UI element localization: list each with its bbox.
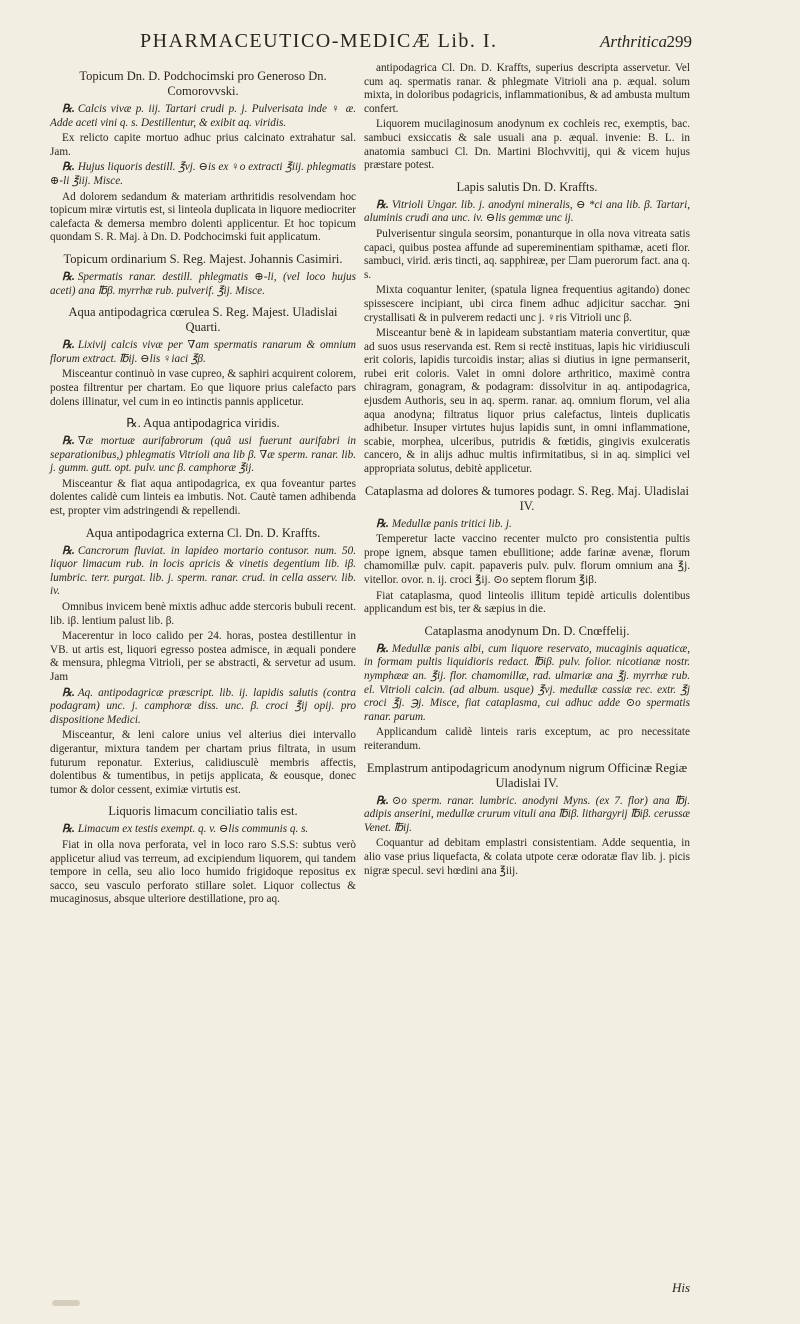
body-paragraph: Misceantur benè & in lapideam substantiam materia convertitur, quæ ad suos usus reservanda est. Rem si rectè instituas, lapis hic viridiusculi erit coloris, lapidis turcoidis instar; alias si diutius in igne permanserit, rubei erit coloris. Valet in omni dolore arthritico, maximè contra chiragram, gonagram, & podagram: dissolvitur in aq. antipodagrica, ejusdem Authoris, seu in aq. sperm. ranar. aq. omnium florum, vel alia aqua anodyna; filtratus liquor prius calefactus, linteis duplicatis adhibetur. Insuper virtutes hujus lapidis sunt, in omni inflammatione, scabie, morphea, ulceribus, putridis & fœtidis, gingivis exulceratis cancero, & in alijs adhuc multis infirmitatibus, si in aq. simplici vel appropriata solutus, debitè applicetur. (364, 327, 690, 476)
recipe-entry (364, 643, 690, 725)
section-heading: Topicum Dn. D. Podchocimski pro Generoso Dn. Comorovvski. (79, 69, 327, 98)
recipe-symbol: ℞. (62, 339, 75, 352)
body-paragraph: antipodagrica Cl. Dn. D. Kraffts, superius descripta asservetur. Vel cum aq. spermatis ranar. & phlegmate Vitrioli ana p. æqual. solum mixta, in doloribus podagricis, inflammationibus, & ad ambusta multum confert. (364, 62, 690, 115)
body-paragraph: Fiat cataplasma, quod linteolis illitum tepidè articulis dolentibus applicandum est bis, ter & sæpius in die. (364, 589, 690, 616)
recipe-text: Spermatis ranar. destill. phlegmatis ⊕-li, (vel loco hujus aceti) ana ℔β. myrrhæ rub. pulverif. ℥ij. Misce. (50, 270, 356, 297)
recipe-entry (364, 795, 690, 836)
recipe-symbol: ℞. (62, 686, 75, 699)
recipe-text: Calcis vivæ p. iij. Tartari crudi p. j. Pulverisata inde ♀ æ. Adde aceti vini q. s. Destillentur, & exibit aq. viridis. (50, 103, 356, 129)
recipe-text: ⊙o sperm. ranar. lumbric. anodyni Myns. (ex 7. flor) ana ℔j. adipis anserini, medullæ crurum vituli ana ℔iβ. lithargyrij ℔iβ. cerussæ Venet. ℔ij. (364, 794, 690, 834)
section-heading: Aqua antipodagrica cœrulea S. Reg. Majest. Uladislai Quarti. (68, 305, 338, 335)
recipe-text: Lixivij calcis vivæ per ∇am spermatis ranarum & omnium florum extract. ℔ij. ⊖lis ♀iaci ℥β. (50, 339, 356, 365)
body-paragraph: Misceantur, & leni calore unius vel alterius diei intervallo digerantur, mixtura tandem per chartam prius filtrata, in usum futurum reponatur. Exterius, calidiusculè membris affectis, dolentibus & tumentibus, in petijs applicata, & eousque, donec tumor & dolor cessent, eximiæ virtutis est. (50, 729, 356, 796)
recipe-entry (50, 823, 356, 837)
recipe-symbol: ℞. (376, 642, 389, 655)
recipe-text: Medullæ panis tritici lib. j. (391, 517, 512, 530)
body-paragraph: Pulverisentur singula seorsim, ponanturque in olla nova vitreata satis capaci, quibus postea affunde ad supereminentiam spithamæ, aceti flor. sambuci, virid. æris tincti, aq. sapphireæ, per ☐am puerorum fact. ana q. s. (364, 227, 690, 281)
recipe-entry (50, 271, 356, 298)
recipe-symbol: ℞. (62, 161, 75, 174)
section-heading: Cataplasma ad dolores & tumores podagr. S. Reg. Maj. Uladislai IV. (365, 483, 689, 513)
recipe-entry (50, 545, 356, 599)
recipe-entry (364, 518, 690, 532)
section-heading: ℞. Aqua antipodagrica viridis. (126, 416, 280, 431)
page-number: 299 (666, 32, 692, 51)
recipe-entry (50, 103, 356, 130)
recipe-symbol: ℞. (62, 544, 75, 557)
recipe-text: Aq. antipodagricæ præscript. lib. ij. lapidis salutis (contra podagram) unc. j. camphoræ diss. unc. β. croci ℥ij opij. pro dispositione Medici. (50, 686, 356, 726)
right-column (364, 62, 690, 880)
section-heading: Liquoris limacum conciliatio talis est. (108, 804, 298, 819)
recipe-text: Limacum ex testis exempt. q. v. ⊖lis communis q. s. (77, 823, 309, 836)
recipe-entry (50, 435, 356, 476)
body-paragraph: Macerentur in loco calido per 24. horas, postea destillentur in VB. ut artis est, liquori egresso postea admisce, in æquali pondere & mensura, phlegma Vitrioli, per se abstracti, & servetur ad usum. Jam (50, 630, 356, 683)
left-column (50, 62, 356, 909)
recipe-symbol: ℞. (62, 103, 75, 115)
recipe-text: ∇æ mortuæ aurifabrorum (quâ usi fuerunt aurifabri in separationibus,) phlegmatis Vitrioli ana lib β. ∇æ sperm. ranar. lib. j. gumm. gutt. opt. pulv. unc β. camphoræ ℥ij. (50, 435, 356, 475)
recipe-text: Medullæ panis albi, cum liquore reservato, mucaginis aquaticæ, in formam pultis liquidioris redact. ℔iβ. pulv. folior. nicotianæ nostr. nymphææ an. ℥ij. flor. chamomillæ, rad. ulmariæ ana ℥j. myrrhæ rub. el. Vitrioli calcin. (ad album. usque) ℥vj. medullæ cassiæ rec. extr. ℥j croci ℥j. ℈j. Misce, fiat cataplasma, cui adhuc adde ⊙o spermatis ranar. parum. (364, 642, 690, 723)
body-paragraph: Temperetur lacte vaccino recenter mulcto pro consistentia pultis prope ignem, absque tamen ebullitione; adde farinæ avenæ, florum chamomillæ pulv. capit. papaveris pulv. pulv. florum omnium ana ℥j. vitellor. ovor. n. ij. croci ℥ij. ⊙o septem florum ℥iβ. (364, 533, 690, 586)
recipe-symbol: ℞. (376, 517, 389, 530)
recipe-symbol: ℞. (62, 270, 75, 283)
running-head (130, 30, 692, 56)
paper-stain (52, 1300, 80, 1306)
body-paragraph: Applicandum calidè linteis raris exceptum, ac pro necessitate reiterandum. (364, 726, 690, 752)
body-paragraph: Misceantur & fiat aqua antipodagrica, ex qua foveantur partes dolentes calidè cum linteis ea imbutis. Not. Cautè tamen adhibenda est, propter vim adstringendi & repellendi. (50, 477, 356, 518)
section-heading: Aqua antipodagrica externa Cl. Dn. D. Kraffts. (85, 525, 321, 540)
recipe-symbol: ℞. (376, 794, 389, 807)
recipe-symbol: ℞. (62, 823, 75, 836)
recipe-entry (50, 687, 356, 728)
catchword: His (671, 1280, 690, 1295)
running-head-section: Arthritica (600, 32, 668, 51)
recipe-entry (364, 199, 690, 226)
body-paragraph: Mixta coquantur leniter, (spatula lignea frequentius agitando) donec spissescere incipiant, ubi circa finem adhuc adjicitur sacchar. ℈ni crystallisati & in pulverem redacti unc j. ♀ris Vitrioli unc β. (364, 284, 690, 324)
recipe-symbol: ℞. (376, 198, 389, 211)
body-paragraph: Liquorem mucilaginosum anodynum ex cochleis rec, exemptis, bac. sambuci exsiccatis & sale usuali ana p. æqual. invenie: B. L. in anatomia sambuci Cl. Dn. Martini Blochvvitij, qui & vicem hujus præstare potest. (364, 118, 690, 172)
body-paragraph: Coquantur ad debitam emplastri consistentiam. Adde sequentia, in alio vase prius liquefacta, & colata utpote ceræ odoratæ flav lib. j. picis nigræ specul. sevi hœdini ana ℥iij. (364, 837, 690, 877)
recipe-text: Cancrorum fluviat. in lapideo mortario contusor. num. 50. liquor limacum rub. in locis apricis & vinetis degentium lib. iβ. lumbric. terr. purgat. lib. j. sperm. ranar. crud. in cella asserv. lib. iv. (50, 544, 356, 598)
running-head-title: PHARMACEUTICO-MEDICÆ Lib. I. (140, 30, 498, 52)
recipe-text: Hujus liquoris destill. ℥vj. ⊖is ex ♀o extracti ℥iij. phlegmatis ⊕-li ℥iij. Misce. (50, 161, 356, 187)
section-heading: Emplastrum antipodagricum anodynum nigrum Officinæ Regiæ Uladislai IV. (366, 760, 688, 790)
recipe-entry (50, 339, 356, 366)
body-paragraph: Fiat in olla nova perforata, vel in loco raro S.S.S: subtus verò applicetur aliud vas terreum, ad excipiendum liquorem, qui tandem tempore in cella, seu alio loco humido frigidoque repositus ex sacco, seu vasculo perforato stillare solet. Liquor collectus & mucaginosus, absque ulteriore destillatione, pro aq. (50, 838, 356, 906)
section-heading: Topicum ordinarium S. Reg. Majest. Johannis Casimiri. (63, 251, 343, 266)
recipe-symbol: ℞. (62, 435, 75, 448)
body-paragraph: Misceantur continuò in vase cupreo, & saphiri acquirent colorem, postea filtrentur per chartam. Eo que liquore prius calefacto pars dolens illinatur, vel cum in eo intinctis pannis applicetur. (50, 368, 356, 408)
section-heading: Lapis salutis Dn. D. Kraffts. (456, 179, 598, 194)
body-paragraph: Ex relicto capite mortuo adhuc prius calcinato extrahatur sal. Jam. (50, 132, 356, 158)
recipe-text: Vitrioli Ungar. lib. j. anodyni mineralis, ⊖ *ci ana lib. β. Tartari, aluminis crudi ana unc. iv. ⊖lis gemmæ unc ij. (364, 198, 690, 225)
section-heading: Cataplasma anodynum Dn. D. Cnœffelij. (424, 623, 630, 638)
recipe-entry (50, 161, 356, 188)
body-paragraph: Omnibus invicem benè mixtis adhuc adde stercoris bubuli recent. lib. iβ. lentium palust lib. β. (50, 601, 356, 627)
body-paragraph: Ad dolorem sedandum & materiam arthritidis resolvendam hoc topicum miræ virtutis est, si linteola duplicata in liquore mediocriter calefacta & demersa membro dolenti applicentur. Et hoc topicum quondam S. R. Maj. à Dn. D. Podchocimski fuit applicatum. (50, 190, 356, 244)
